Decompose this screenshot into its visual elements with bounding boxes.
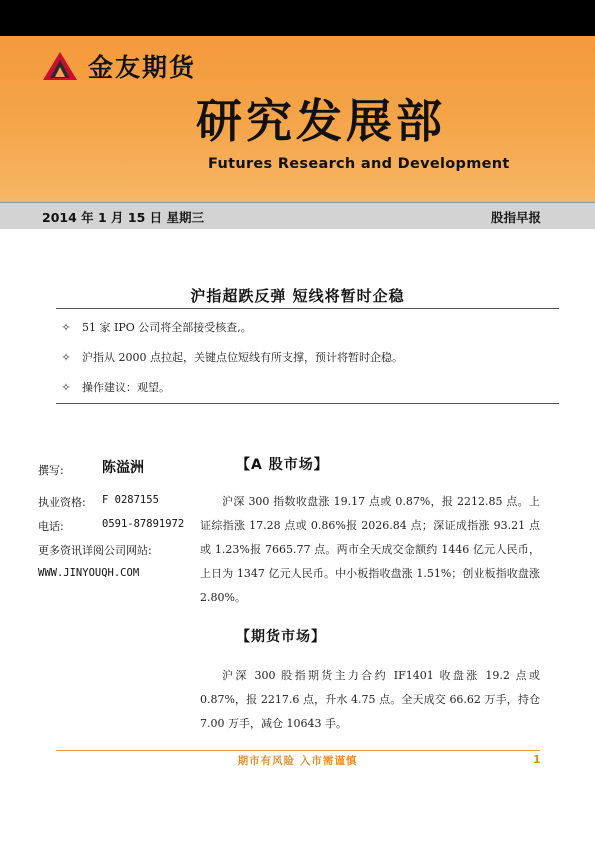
more-info-row (38, 542, 152, 558)
futures-body: 沪深 300 股指期货主力合约 IF1401 收盘涨 19.2 点或 0.87%，报 2217.6 点，升水 4.75 点。全天成交 66.62 万手，持仓 7.00 万手，减仓 10643 手。 (200, 669, 540, 730)
website-link[interactable]: WWW.JINYOUQH.COM (38, 567, 140, 579)
date-bar (0, 202, 595, 229)
summary-item (60, 349, 403, 365)
company-name: 金友期货 (88, 53, 197, 82)
page-number: 1 (533, 753, 541, 766)
futures-heading: 【期货市场】 (236, 629, 326, 645)
diamond-bullet-icon: ✧ (61, 350, 71, 364)
author-label: 撰写: (38, 464, 64, 477)
header-banner (0, 36, 595, 202)
footer-divider (56, 750, 540, 751)
a-share-body: 沪深 300 指数收盘涨 19.17 点或 0.87%，报 2212.85 点。上证综指涨 17.28 点或 0.86%报 2026.84 点；深证成指涨 93.21 点或 1.23%报 7665.77 点。两市全天成交金额约 1446 亿元人民币，上日为 1347 亿元人民币。中小板指收盘涨 1.51%；创业板指收盘涨 2.80%。 (200, 495, 540, 604)
phone-value: 0591-87891972 (102, 518, 185, 530)
summary-text: 51 家 IPO 公司将全部接受核查,。 (82, 321, 252, 334)
department-title: 研究发展部 (196, 94, 446, 148)
report-headline: 沪指超跌反弹 短线将暂时企稳 (190, 287, 405, 305)
author-row (38, 460, 144, 478)
diamond-bullet-icon: ✧ (61, 320, 71, 334)
phone-row (38, 518, 185, 534)
a-share-heading: 【A 股市场】 (236, 457, 329, 473)
author-name: 陈溢洲 (102, 460, 144, 476)
summary-text: 操作建议：观望。 (82, 381, 170, 394)
qualification-label: 执业资格: (38, 496, 86, 509)
summary-item (60, 379, 170, 395)
phone-label: 电话: (38, 520, 64, 533)
more-info-label: 更多资讯详阅公司网站: (38, 544, 152, 557)
department-subtitle: Futures Research and Development (208, 156, 510, 172)
summary-box (56, 308, 559, 404)
website-row[interactable] (38, 566, 139, 579)
triangle-logo-icon (42, 51, 78, 81)
qualification-row (38, 494, 159, 510)
report-type: 股指早报 (490, 210, 541, 225)
risk-warning: 期市有风险 入市需谨慎 (237, 755, 358, 767)
summary-item (60, 319, 252, 335)
qualification-value: F 0287155 (102, 494, 159, 506)
report-date: 2014 年 1 月 15 日 星期三 (42, 210, 204, 225)
diamond-bullet-icon: ✧ (61, 380, 71, 394)
summary-text: 沪指从 2000 点拉起，关键点位短线有所支撑，预计将暂时企稳。 (82, 351, 403, 364)
top-black-bar (0, 0, 595, 36)
company-logo (42, 48, 196, 84)
